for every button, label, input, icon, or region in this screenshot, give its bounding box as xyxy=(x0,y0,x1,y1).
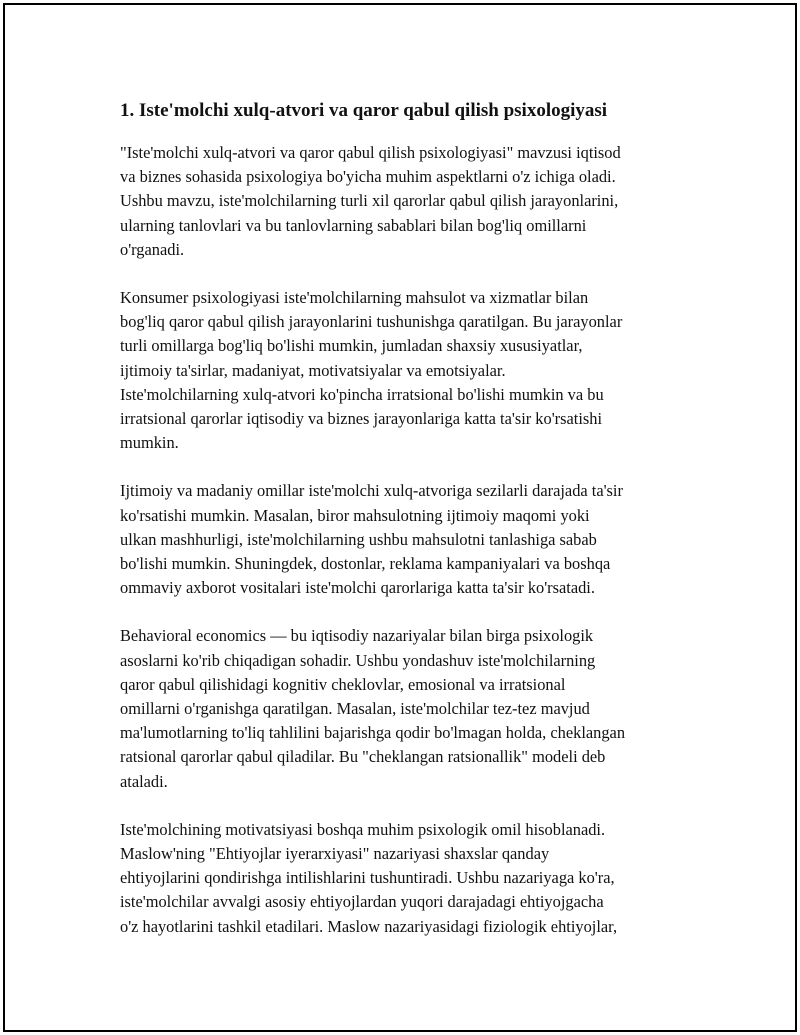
text-line: ratsional qarorlar qabul qiladilar. Bu "cheklangan ratsionallik" modeli deb xyxy=(120,747,606,767)
paragraph xyxy=(120,141,690,262)
text-line: Ushbu mavzu, iste'molchilarning turli xil qarorlar qabul qilish jarayonlarini, xyxy=(120,191,619,211)
document-body xyxy=(120,97,690,963)
text-line: bog'liq qaror qabul qilish jarayonlarini tushunishga qaratilgan. Bu jarayonlar xyxy=(120,312,623,332)
text-line: o'z hayotlarini tashkil etadilari. Maslow nazariyasidagi fiziologik ehtiyojlar, xyxy=(120,916,618,936)
text-line: Ijtimoiy va madaniy omillar iste'molchi xulq-atvoriga sezilarli darajada ta'sir xyxy=(120,481,623,501)
text-line: va biznes sohasida psixologiya bo'yicha muhim aspektlarni o'z ichiga oladi. xyxy=(120,167,616,187)
text-line: Maslow'ning "Ehtiyojlar iyerarxiyasi" nazariyasi shaxslar qanday xyxy=(120,844,550,864)
text-line: qaror qabul qilishidagi kognitiv cheklovlar, emosional va irratsional xyxy=(120,674,566,694)
text-line: Behavioral economics — bu iqtisodiy nazariyalar bilan birga psixologik xyxy=(120,626,594,646)
text-line: turli omillarga bog'liq bo'lishi mumkin, jumladan shaxsiy xususiyatlar, xyxy=(120,336,583,356)
paragraph xyxy=(120,818,690,939)
text-line: "Iste'molchi xulq-atvori va qaror qabul qilish psixologiyasi" mavzusi iqtisod xyxy=(120,143,621,162)
section-heading: 1. Iste'molchi xulq-atvori va qaror qabul qilish psixologiyasi xyxy=(120,100,608,121)
text-line: Konsumer psixologiyasi iste'molchilarning mahsulot va xizmatlar bilan xyxy=(120,288,589,308)
text-line: ulkan mashhurligi, iste'molchilarning ushbu mahsulotni tanlashiga sabab xyxy=(120,529,597,549)
paragraph xyxy=(120,286,690,455)
text-line: ijtimoiy ta'sirlar, madaniyat, motivatsiyalar va emotsiyalar. xyxy=(120,360,506,380)
text-line: irratsional qarorlar iqtisodiy va biznes jarayonlariga katta ta'sir ko'rsatishi xyxy=(120,409,602,429)
text-line: ehtiyojlarini qondirishga intilishlarini tushuntiradi. Ushbu nazariyaga ko'ra, xyxy=(120,868,615,888)
text-line: o'rganadi. xyxy=(120,239,185,259)
text-line: Iste'molchining motivatsiyasi boshqa muhim psixologik omil hisoblanadi. xyxy=(120,819,606,839)
text-line: ataladi. xyxy=(120,771,168,791)
text-line: iste'molchilar avvalgi asosiy ehtiyojlardan yuqori darajadagi ehtiyojgacha xyxy=(120,892,604,912)
text-line: ma'lumotlarning to'liq tahlilini bajarishga qodir bo'lmagan holda, cheklangan xyxy=(120,723,626,743)
paragraph xyxy=(120,624,690,793)
text-line: ularning tanlovlari va bu tanlovlarning sabablari bilan bog'liq omillarni xyxy=(120,215,587,235)
text-line: ommaviy axborot vositalari iste'molchi qarorlariga katta ta'sir ko'rsatadi. xyxy=(120,578,595,598)
text-line: mumkin. xyxy=(120,433,179,453)
text-line: asoslarni ko'rib chiqadigan sohadir. Ushbu yondashuv iste'molchilarning xyxy=(120,650,596,670)
text-line: bo'lishi mumkin. Shuningdek, dostonlar, reklama kampaniyalari va boshqa xyxy=(120,554,611,574)
paragraph xyxy=(120,479,690,600)
document-page xyxy=(3,3,797,1032)
text-line: Iste'molchilarning xulq-atvori ko'pincha irratsional bo'lishi mumkin va bu xyxy=(120,384,604,404)
text-line: ko'rsatishi mumkin. Masalan, biror mahsulotning ijtimoiy maqomi yoki xyxy=(120,505,590,525)
text-line: omillarni o'rganishga qaratilgan. Masalan, iste'molchilar tez-tez mavjud xyxy=(120,699,590,719)
